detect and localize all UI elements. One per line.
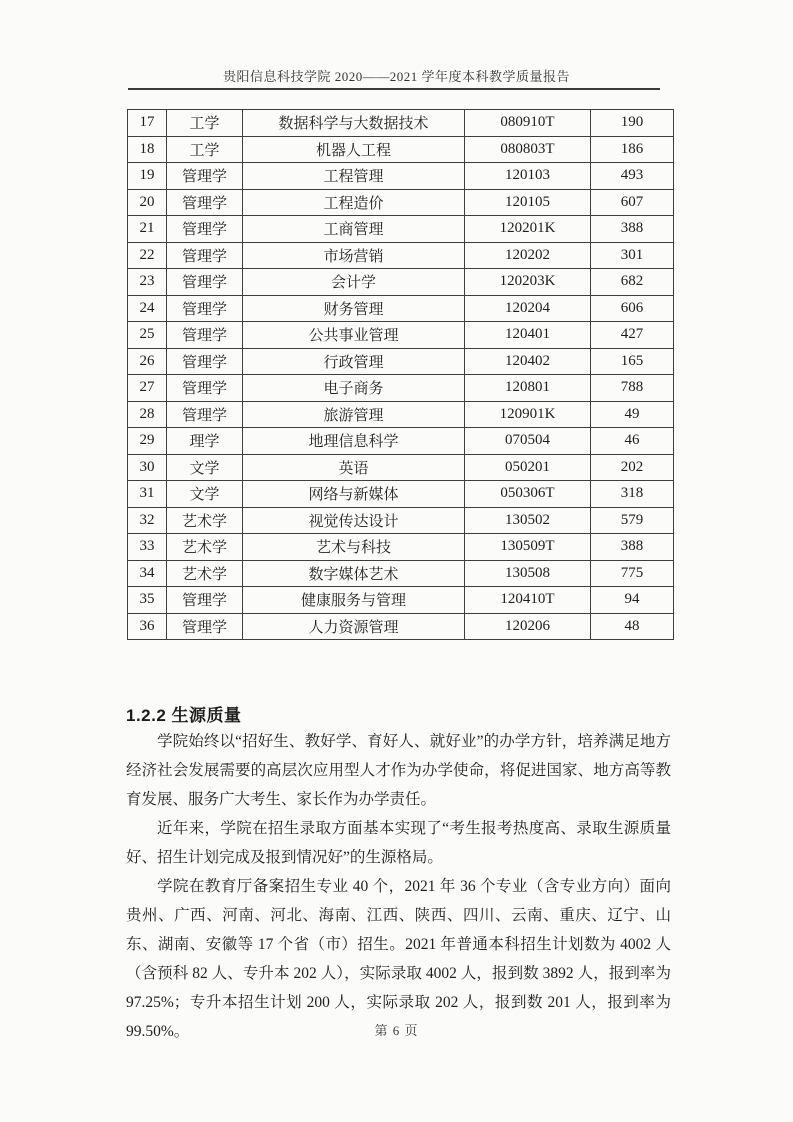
cell-no: 33 [128,534,167,561]
table-row [128,322,674,349]
cell-major: 数据科学与大数据技术 [243,110,465,137]
body-text [126,727,671,1046]
cell-major: 地理信息科学 [243,428,465,455]
cell-code: 130509T [465,534,591,561]
cell-count: 682 [591,269,674,296]
cell-major: 数字媒体艺术 [243,560,465,587]
page-number: 第 6 页 [374,1023,419,1038]
table-row [128,269,674,296]
cell-major: 工程管理 [243,163,465,190]
table-row [128,163,674,190]
cell-count: 427 [591,322,674,349]
table-row [128,375,674,402]
cell-code: 070504 [465,428,591,455]
cell-category: 管理学 [167,163,243,190]
cell-no: 26 [128,348,167,375]
table-row [128,454,674,481]
cell-code: 080803T [465,136,591,163]
cell-code: 120202 [465,242,591,269]
table-row [128,110,674,137]
cell-no: 24 [128,295,167,322]
cell-no: 27 [128,375,167,402]
cell-count: 94 [591,587,674,614]
cell-no: 17 [128,110,167,137]
cell-code: 080910T [465,110,591,137]
cell-major: 电子商务 [243,375,465,402]
cell-count: 48 [591,613,674,640]
cell-category: 管理学 [167,322,243,349]
cell-code: 120201K [465,216,591,243]
table-row [128,242,674,269]
cell-category: 管理学 [167,348,243,375]
cell-code: 130502 [465,507,591,534]
table-row [128,428,674,455]
majors-table-body [128,110,674,640]
cell-code: 120401 [465,322,591,349]
cell-category: 工学 [167,136,243,163]
cell-major: 财务管理 [243,295,465,322]
cell-no: 35 [128,587,167,614]
cell-code: 130508 [465,560,591,587]
cell-code: 120801 [465,375,591,402]
cell-category: 文学 [167,454,243,481]
cell-no: 20 [128,189,167,216]
cell-major: 旅游管理 [243,401,465,428]
cell-count: 607 [591,189,674,216]
cell-no: 29 [128,428,167,455]
cell-no: 18 [128,136,167,163]
cell-code: 120203K [465,269,591,296]
table-row [128,481,674,508]
section-heading: 1.2.2 生源质量 [126,706,242,725]
cell-no: 28 [128,401,167,428]
paragraph-enrollment-statistics: 学院在教育厅备案招生专业 40 个，2021 年 36 个专业（含专业方向）面向贵州、广西、河南、河北、海南、江西、陕西、四川、云南、重庆、辽宁、山东、湖南、安徽等 17 个省（市）招生。2021 年普通本科招生计划数为 4002 人（含预科 82 人、专升本 202 人），实际录取 4002 人，报到数 3892 人，报到率为 97.25%；专升本招生计划 200 人，实际录取 202 人，报到数 201 人，报到率为 99.50%。 [126,878,671,1040]
cell-code: 120105 [465,189,591,216]
cell-code: 120206 [465,613,591,640]
cell-no: 32 [128,507,167,534]
paragraph-enrollment-pattern: 近年来，学院在招生录取方面基本实现了“考生报考热度高、录取生源质量好、招生计划完成及报到情况好”的生源格局。 [126,820,671,866]
cell-major: 市场营销 [243,242,465,269]
cell-count: 318 [591,481,674,508]
cell-count: 165 [591,348,674,375]
table-row [128,348,674,375]
cell-count: 493 [591,163,674,190]
cell-count: 788 [591,375,674,402]
cell-no: 25 [128,322,167,349]
cell-code: 120402 [465,348,591,375]
cell-code: 050306T [465,481,591,508]
cell-category: 工学 [167,110,243,137]
cell-code: 120103 [465,163,591,190]
page-header-title: 贵阳信息科技学院 2020——2021 学年度本科教学质量报告 [222,69,570,84]
cell-category: 管理学 [167,295,243,322]
cell-category: 管理学 [167,189,243,216]
cell-count: 46 [591,428,674,455]
cell-count: 606 [591,295,674,322]
cell-major: 公共事业管理 [243,322,465,349]
cell-major: 人力资源管理 [243,613,465,640]
cell-no: 34 [128,560,167,587]
table-row [128,534,674,561]
cell-count: 49 [591,401,674,428]
cell-major: 工程造价 [243,189,465,216]
cell-no: 23 [128,269,167,296]
cell-no: 21 [128,216,167,243]
cell-category: 管理学 [167,242,243,269]
cell-major: 工商管理 [243,216,465,243]
table-row [128,401,674,428]
cell-major: 视觉传达设计 [243,507,465,534]
cell-category: 管理学 [167,269,243,296]
cell-code: 050201 [465,454,591,481]
cell-code: 120410T [465,587,591,614]
cell-count: 186 [591,136,674,163]
table-row [128,507,674,534]
paragraph-enrollment-policy: 学院始终以“招好生、教好学、育好人、就好业”的办学方针，培养满足地方经济社会发展需要的高层次应用型人才作为办学使命，将促进国家、地方高等教育发展、服务广大考生、家长作为办学责任。 [126,733,671,808]
majors-table [127,109,674,640]
cell-category: 理学 [167,428,243,455]
cell-category: 管理学 [167,375,243,402]
cell-major: 网络与新媒体 [243,481,465,508]
cell-category: 艺术学 [167,560,243,587]
cell-code: 120901K [465,401,591,428]
cell-category: 管理学 [167,613,243,640]
cell-count: 301 [591,242,674,269]
table-row [128,295,674,322]
cell-major: 会计学 [243,269,465,296]
cell-count: 388 [591,534,674,561]
cell-major: 英语 [243,454,465,481]
table-row [128,613,674,640]
cell-count: 190 [591,110,674,137]
cell-category: 艺术学 [167,507,243,534]
cell-no: 36 [128,613,167,640]
cell-major: 艺术与科技 [243,534,465,561]
cell-category: 文学 [167,481,243,508]
cell-count: 579 [591,507,674,534]
cell-major: 健康服务与管理 [243,587,465,614]
cell-count: 202 [591,454,674,481]
cell-code: 120204 [465,295,591,322]
table-row [128,587,674,614]
cell-major: 机器人工程 [243,136,465,163]
cell-no: 22 [128,242,167,269]
table-row [128,189,674,216]
cell-no: 31 [128,481,167,508]
table-row [128,560,674,587]
cell-count: 775 [591,560,674,587]
cell-category: 艺术学 [167,534,243,561]
cell-no: 19 [128,163,167,190]
table-row [128,216,674,243]
table-row [128,136,674,163]
cell-count: 388 [591,216,674,243]
cell-category: 管理学 [167,216,243,243]
header-rule [128,88,660,90]
cell-no: 30 [128,454,167,481]
cell-category: 管理学 [167,587,243,614]
cell-category: 管理学 [167,401,243,428]
cell-major: 行政管理 [243,348,465,375]
